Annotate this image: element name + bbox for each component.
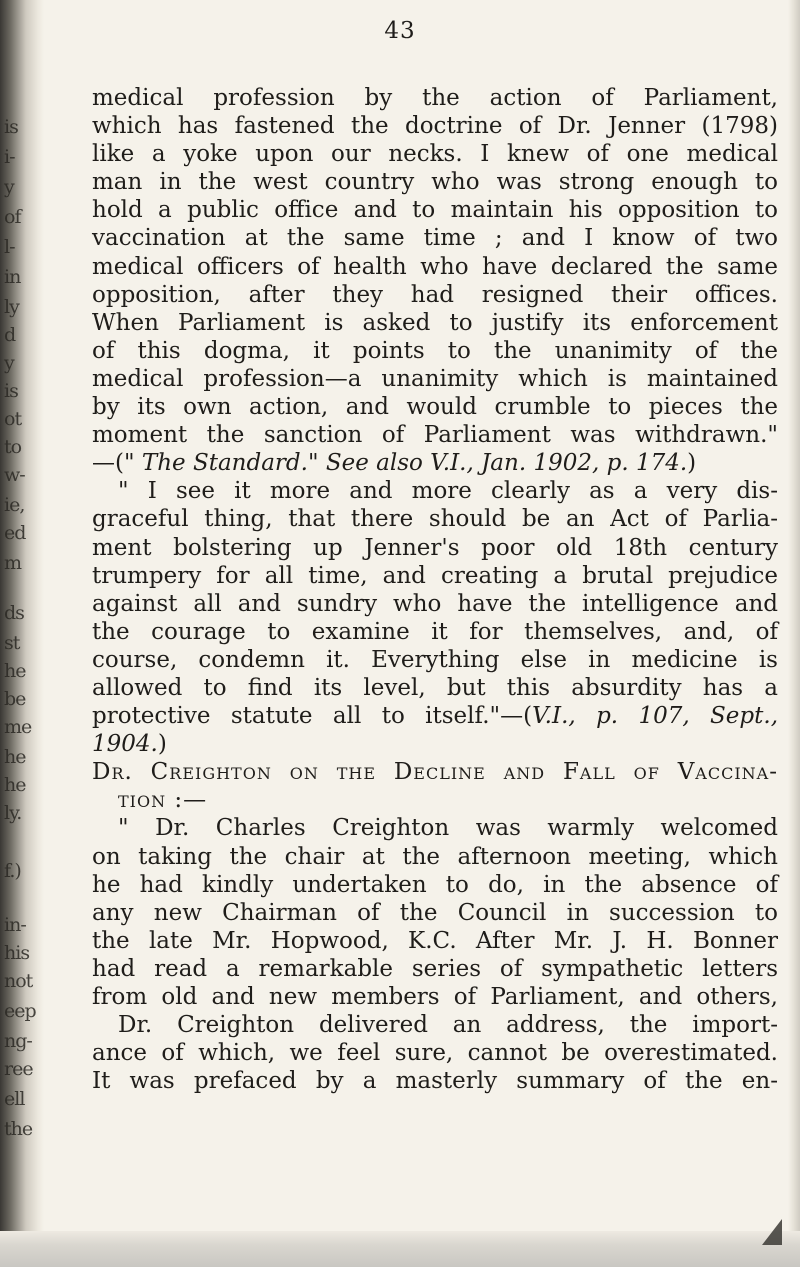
text-line	[92, 955, 778, 983]
facing-page-fragment: in-	[4, 914, 26, 936]
section-heading	[92, 758, 778, 786]
facing-page-fragment: w-	[4, 464, 25, 486]
text-span: opposition, after they had resigned their offices.	[92, 281, 778, 308]
text-span: the courage to examine it for themselves, and, of	[92, 618, 778, 645]
text-span: from old and new members of Parliament, and others,	[92, 984, 778, 1010]
text-span: When Parliament is asked to justify its enforcement	[92, 309, 778, 336]
text-line	[92, 224, 778, 252]
text-line	[92, 196, 778, 224]
text-line	[92, 84, 778, 112]
text-span: like a yoke upon our necks. I knew of one medical	[92, 141, 778, 168]
facing-page-fragment: not	[4, 970, 33, 992]
text-span: vaccination at the same time ; and I know of two	[92, 225, 778, 252]
text-span: It was prefaced by a masterly summary of the en-	[92, 1068, 778, 1095]
text-span: medical profession by the action of Parliament,	[92, 85, 778, 111]
facing-page-fragment: ell	[4, 1088, 25, 1110]
page-number: 43	[384, 18, 416, 44]
text-line	[92, 253, 778, 281]
text-line	[92, 1011, 778, 1039]
text-line	[92, 112, 778, 140]
text-span: )	[157, 731, 167, 758]
text-span: )	[687, 450, 697, 477]
page-corner-mark	[762, 1219, 782, 1245]
facing-page-fragment: y	[4, 176, 14, 198]
text-line	[92, 168, 778, 196]
facing-page-fragment: ly	[4, 296, 19, 318]
facing-page-fragment: of	[4, 206, 21, 228]
text-span: —("	[92, 450, 142, 477]
facing-page-fragment: his	[4, 942, 30, 964]
text-line	[92, 871, 778, 899]
text-line	[92, 477, 778, 505]
text-line	[92, 309, 778, 337]
facing-page-fragments	[0, 0, 40, 1267]
text-span: against all and sundry who have the intelligence and	[92, 590, 778, 617]
facing-page-fragment: in	[4, 266, 21, 288]
italic-text: V.I., p. 107, Sept.,	[532, 703, 779, 730]
text-line	[92, 140, 778, 168]
text-span: he had kindly undertaken to do, in the absence of	[92, 871, 778, 898]
facing-page-fragment: ly.	[4, 802, 22, 824]
facing-page-fragment: eep	[4, 1000, 36, 1022]
text-line	[92, 393, 778, 421]
facing-page-fragment: ot	[4, 408, 22, 430]
facing-page-fragment: ree	[4, 1058, 33, 1080]
facing-page-fragment: ds	[4, 602, 24, 624]
small-caps-text: Dr. Creighton on the Decline and Fall of Vaccina-	[92, 759, 778, 786]
facing-page-fragment: be	[4, 688, 26, 710]
text-line	[92, 337, 778, 365]
text-line	[92, 927, 778, 955]
text-line	[92, 421, 778, 449]
text-span: ance of which, we feel sure, cannot be overestimated.	[92, 1040, 778, 1067]
facing-page-fragment: st	[4, 632, 20, 654]
text-span: had read a remarkable series of sympathetic letters	[92, 955, 778, 982]
text-line	[92, 646, 778, 674]
text-span: "	[307, 450, 326, 477]
text-span: on taking the chair at the afternoon meeting, which	[92, 843, 778, 870]
facing-page-fragment: ed	[4, 522, 26, 544]
text-line	[92, 365, 778, 393]
text-span: trumpery for all time, and creating a brutal prejudice	[92, 562, 778, 589]
text-line	[92, 730, 778, 758]
page-right-edge	[788, 0, 800, 1267]
text-line	[92, 449, 778, 477]
text-span: man in the west country who was strong enough to	[92, 169, 778, 196]
italic-text: 1904.	[92, 731, 158, 758]
text-line	[92, 983, 778, 1011]
facing-page-fragment: y	[4, 352, 14, 374]
facing-page-fragment: is	[4, 116, 18, 138]
text-span: allowed to find its level, but this absurdity has a	[92, 674, 778, 701]
text-span: by its own action, and would crumble to pieces the	[92, 394, 778, 421]
facing-page-fragment: he	[4, 746, 26, 768]
text-line	[92, 786, 778, 814]
text-line	[92, 899, 778, 927]
text-span: which has fastened the doctrine of Dr. Jenner (1798)	[92, 113, 778, 140]
text-line	[92, 281, 778, 309]
text-span: graceful thing, that there should be an Act of Parlia-	[92, 506, 778, 533]
text-line	[92, 618, 778, 646]
text-span: " I see it more and more clearly as a very dis-	[118, 478, 778, 505]
text-line	[92, 702, 778, 730]
text-span: hold a public office and to maintain his opposition to	[92, 197, 778, 224]
text-span: protective statute all to itself."—(	[92, 703, 533, 730]
text-line	[92, 505, 778, 533]
text-line	[92, 843, 778, 871]
text-span: " Dr. Charles Creighton was warmly welcomed	[118, 815, 778, 842]
facing-page-fragment: me	[4, 716, 32, 738]
text-span: ment bolstering up Jenner's poor old 18th century	[92, 534, 778, 561]
text-span: course, condemn it. Everything else in medicine is	[92, 646, 778, 673]
text-line	[92, 1067, 778, 1095]
body-text	[92, 84, 778, 1095]
text-line	[92, 814, 778, 842]
facing-page-fragment: is	[4, 380, 18, 402]
text-line	[92, 674, 778, 702]
text-line	[92, 590, 778, 618]
text-span: Dr. Creighton delivered an address, the import-	[118, 1012, 778, 1039]
facing-page-fragment: ie,	[4, 494, 25, 516]
small-caps-text: tion :—	[118, 787, 208, 814]
text-span: of this dogma, it points to the unanimity of the	[92, 337, 778, 364]
text-line	[92, 562, 778, 590]
facing-page-fragment: he	[4, 774, 26, 796]
text-line	[92, 1039, 778, 1067]
facing-page-fragment: f.)	[4, 860, 21, 882]
facing-page-fragment: i-	[4, 146, 15, 168]
text-line	[92, 534, 778, 562]
text-span: medical officers of health who have declared the same	[92, 253, 778, 280]
text-span: any new Chairman of the Council in succession to	[92, 899, 778, 926]
text-span: moment the sanction of Parliament was withdrawn."	[92, 422, 778, 449]
facing-page-fragment: ng-	[4, 1030, 32, 1052]
text-span: the late Mr. Hopwood, K.C. After Mr. J. H. Bonner	[92, 927, 778, 954]
facing-page-fragment: to	[4, 436, 22, 458]
facing-page-fragment: m	[4, 552, 22, 574]
facing-page-fragment: l-	[4, 236, 15, 258]
facing-page-fragment: the	[4, 1118, 33, 1140]
italic-text: See also V.I., Jan. 1902, p. 174.	[325, 450, 688, 477]
italic-text: The Standard.	[141, 450, 308, 477]
page-bottom-shadow	[0, 1231, 800, 1267]
facing-page-fragment: he	[4, 660, 26, 682]
text-span: medical profession—a unanimity which is maintained	[92, 365, 778, 392]
facing-page-fragment: d	[4, 324, 16, 346]
